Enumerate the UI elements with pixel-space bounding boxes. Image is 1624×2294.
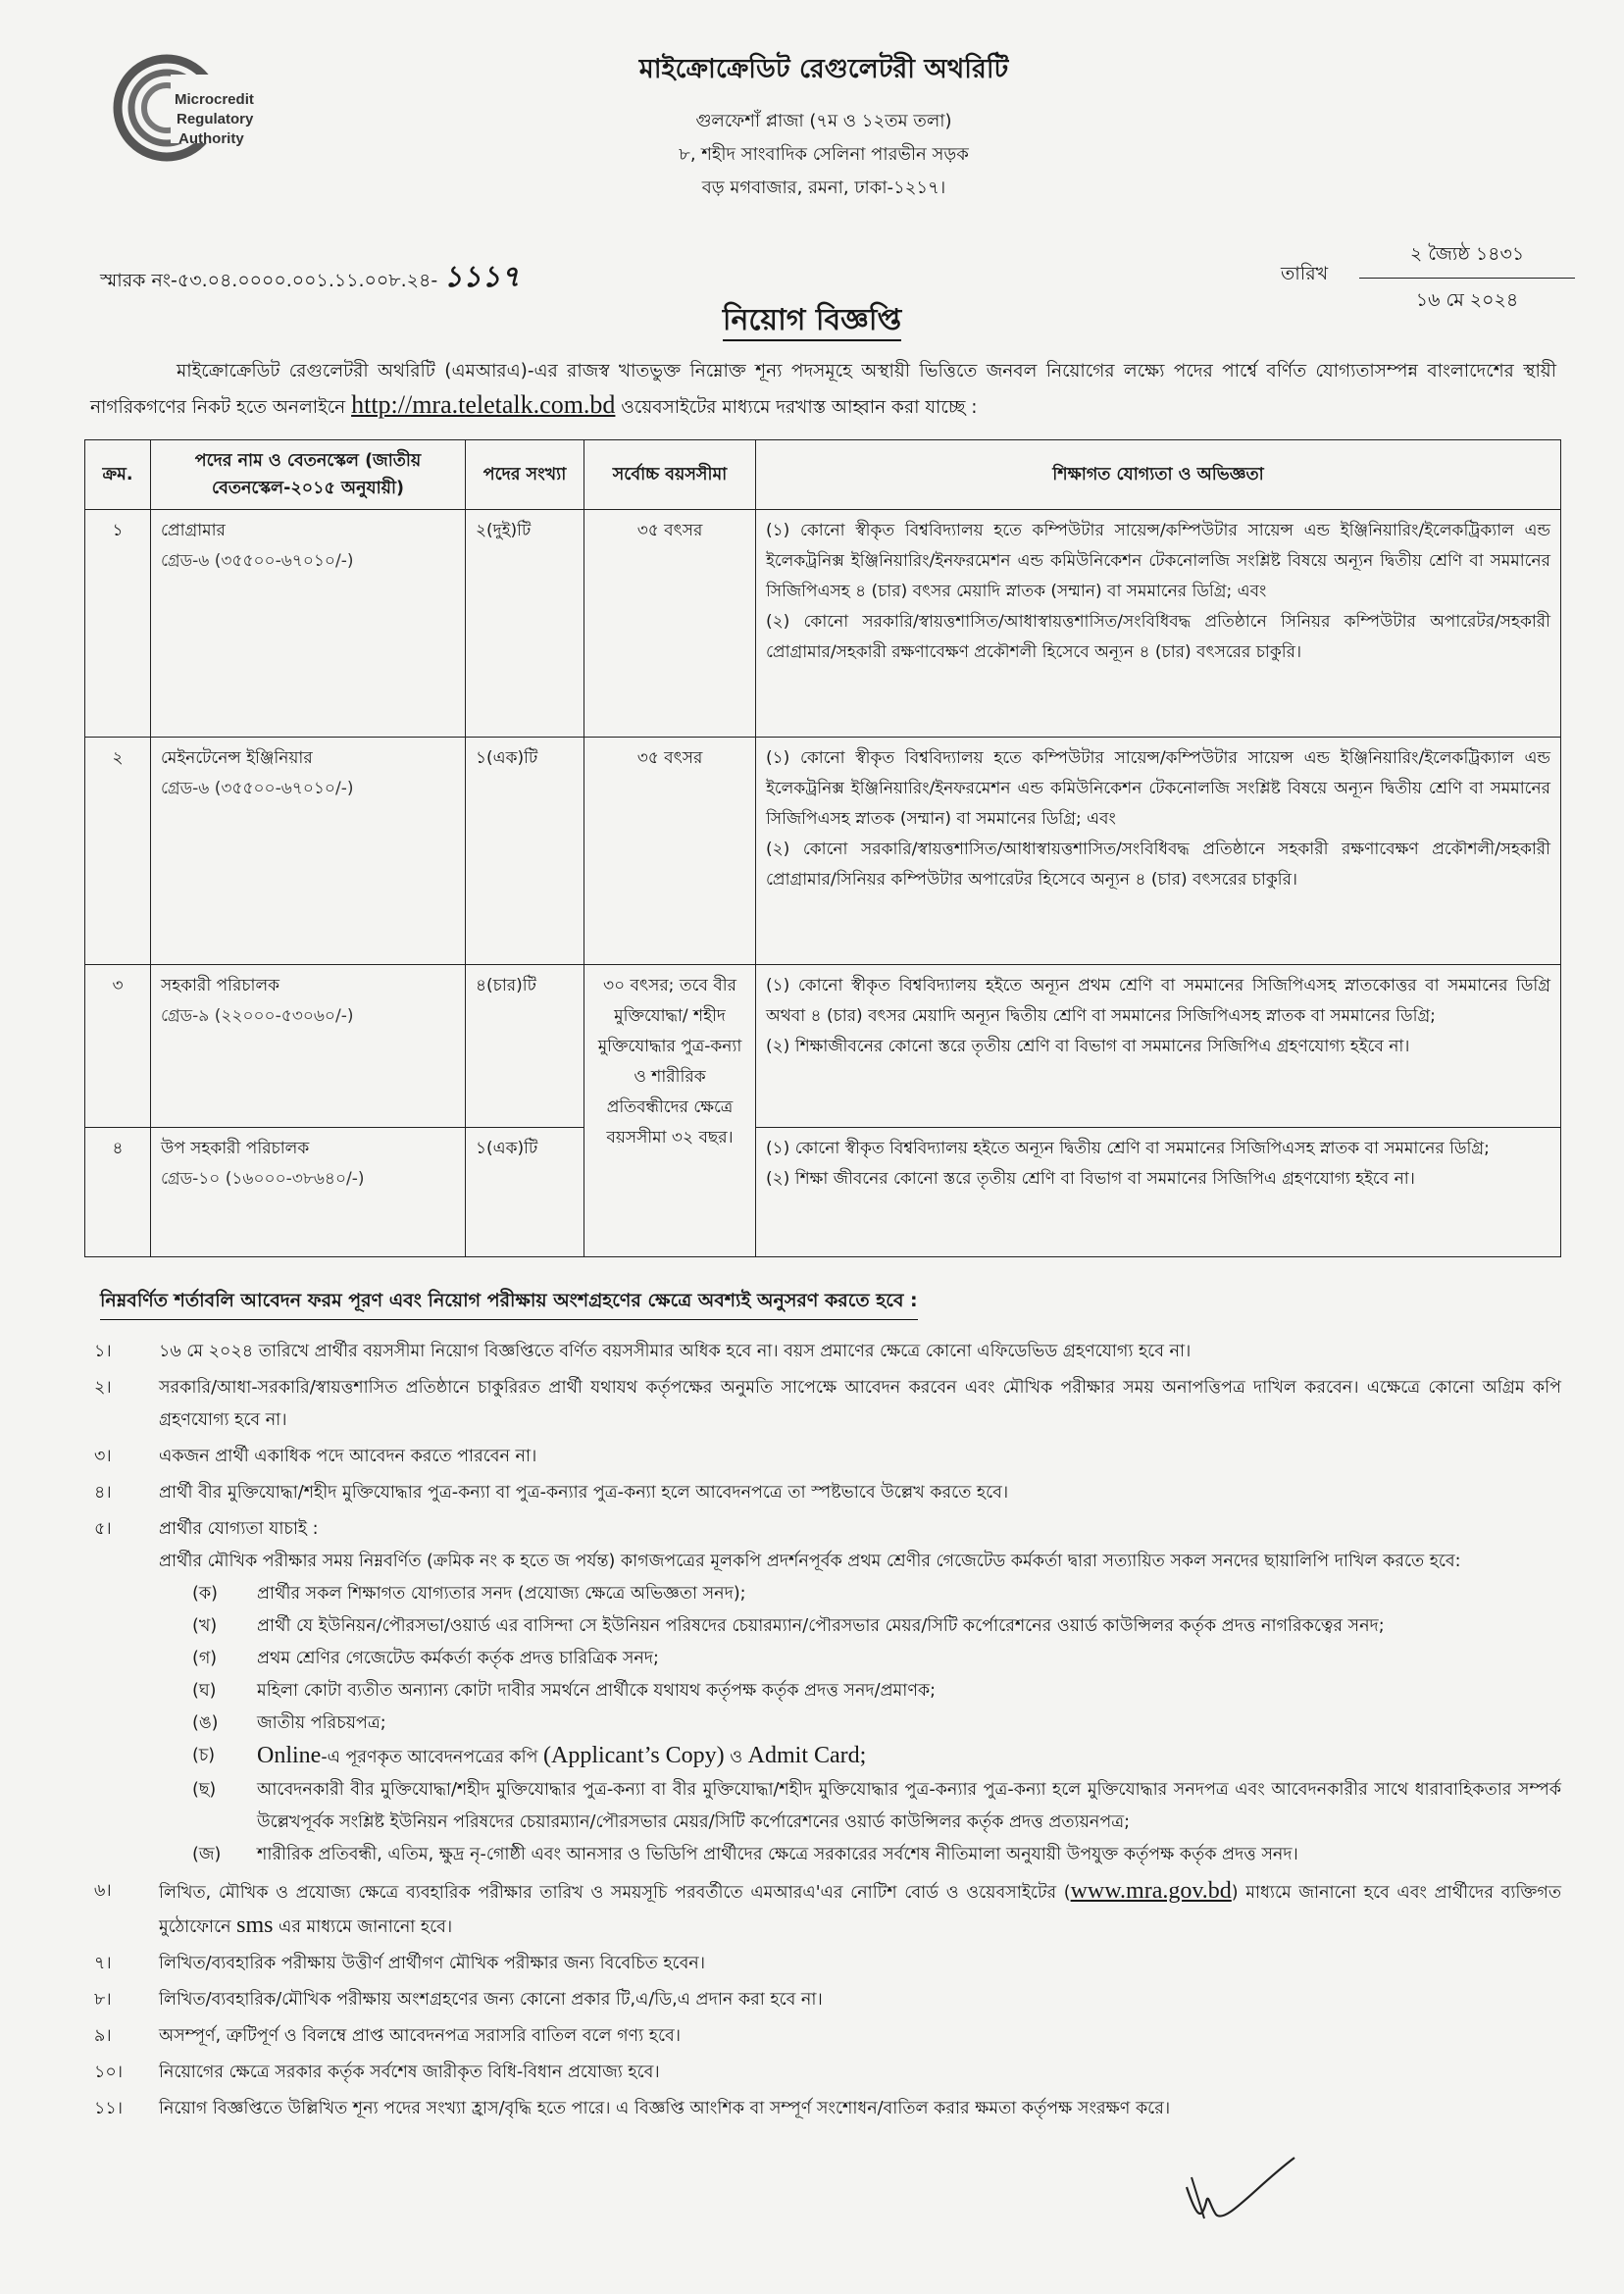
sub-item: (জ) শারীরিক প্রতিবন্ধী, এতিম, ক্ষুদ্র নৃ-গোষ্ঠী এবং আনসার ও ভিডিপি প্রার্থীদের ক্ষেত্রে সরকারের সর্বশেষ নীতিমালা অনুযায়ী উপযুক্ত কর্তৃপক্ষ কর্তৃক প্রদত্ত সনদ। (192, 1845, 1298, 1864)
org-header (549, 49, 1098, 205)
list-item: ৫। প্রার্থীর যোগ্যতা যাচাই : প্রার্থীর মৌখিক পরীক্ষার সময় নিম্নবর্ণিত (ক্রমিক নং ক হতে জ পর্যন্ত) কাগজপত্রের মূলকপি প্রদর্শনপূর্বক প্রথম শ্রেণীর গেজেটেড কর্মকর্তা দ্বারা সত্যায়িত সকল সনদের ছায়ালিপি দাখিল করতে হবে: (ক) প্রার্থীর সকল শিক্ষাগত যোগ্যতার সনদ (প্রযোজ্য ক্ষেত্রে অভিজ্ঞতা সনদ); (খ) প্রার্থী যে ইউনিয়ন/পৌরসভা/ওয়ার্ড এর বাসিন্দা সে ইউনিয়ন পরিষদের চেয়ারম্যান/পৌরসভার মেয়র/সিটি কর্পোরেশনের ওয়ার্ড কাউন্সিলর কর্তৃক প্রদত্ত নাগরিকত্বের সনদ; (গ) প্রথম শ্রেণির গেজেটেড কর্মকর্তা কর্তৃক প্রদত্ত চারিত্রিক সনদ; (ঘ) মহিলা কোটা ব্যতীত অন্যান্য কোটা দাবীর সমর্থনে প্রার্থীকে যথাযথ কর্তৃপক্ষ কর্তৃক প্রদত্ত সনদ/প্রমাণক; (ঙ) জাতীয় পরিচয়পত্র; (চ) Online-এ পূরণকৃত আবেদনপত্রের কপি (Applicant’s Copy) ও Admit Card; (ছ) আবেদনকারী বীর মুক্তিযোদ্ধা/শহীদ মুক্তিযোদ্ধার পুত্র-কন্যা বা বীর মুক্তিযোদ্ধা/শহীদ মুক্তিযোদ্ধার পুত্র-কন্যার পুত্র-কন্যা হলে মুক্তিযোদ্ধার সনদপত্র এবং আবেদনকারীর সাথে ধারাবাহিকতার সম্পর্ক উল্লেখপূর্বক সংশ্লিষ্ট ইউনিয়ন পরিষদের চেয়ারম্যান/পৌরসভার মেয়র/সিটি কর্পোরেশনের ওয়ার্ড কাউন্সিলর কর্তৃক প্রদত্ত প্রত্যয়নপত্র; (জ) শারীরিক প্রতিবন্ধী, এতিম, ক্ষুদ্র নৃ-গোষ্ঠী এবং আনসার ও ভিডিপি প্রার্থীদের ক্ষেত্রে সরকারের সর্বশেষ নীতিমালা অনুযায়ী উপযুক্ত কর্তৃপক্ষ কর্তৃক প্রদত্ত সনদ। (84, 1513, 1561, 1871)
list-item: ৩। একজন প্রার্থী একাধিক পদে আবেদন করতে পারবেন না। (94, 1447, 537, 1466)
post-name: সহকারী পরিচালক (161, 976, 280, 995)
post-grade: গ্রেড-৯ (২২০০০-৫৩০৬০/-) (161, 1006, 354, 1026)
sub-item: (খ) প্রার্থী যে ইউনিয়ন/পৌরসভা/ওয়ার্ড এর বাসিন্দা সে ইউনিয়ন পরিষদের চেয়ারম্যান/পৌরসভার মেয়র/সিটি কর্পোরেশনের ওয়ার্ড কাউন্সিলর কর্তৃক প্রদত্ত নাগরিকত্বের সনদ; (192, 1616, 1385, 1636)
list-item: ১১। নিয়োগ বিজ্ঞপ্তিতে উল্লিখিত শূন্য পদের সংখ্যা হ্রাস/বৃদ্ধি হতে পারে। এ বিজ্ঞপ্তি আংশিক বা সম্পূর্ণ সংশোধন/বাতিল করার ক্ষমতা কর্তৃপক্ষ সংরক্ষণ করে। (94, 2099, 1171, 2118)
logo-line-3: Authority (178, 130, 244, 147)
signature (1147, 2148, 1304, 2236)
mra-logo (110, 47, 335, 175)
post-count: ১(এক)টি (466, 738, 584, 965)
post-grade: গ্রেড-৬ (৩৫৫০০-৬৭০১০/-) (161, 779, 354, 798)
item5-body: প্রার্থীর মৌখিক পরীক্ষার সময় নিম্নবর্ণিত (ক্রমিক নং ক হতে জ পর্যন্ত) কাগজপত্রের মূলকপি প্রদর্শনপূর্বক প্রথম শ্রেণীর গেজেটেড কর্মকর্তা দ্বারা সত্যায়িত সকল সনদের ছায়ালিপি দাখিল করতে হবে: (159, 1552, 1461, 1571)
col-header-name: পদের নাম ও বেতনস্কেল (জাতীয় বেতনস্কেল-২০১৫ অনুযায়ী) (151, 440, 466, 510)
col-header-age: সর্বোচ্চ বয়সসীমা (584, 440, 756, 510)
sub-item: (গ) প্রথম শ্রেণির গেজেটেড কর্মকর্তা কর্তৃক প্রদত্ত চারিত্রিক সনদ; (192, 1649, 659, 1668)
post-age: ৩৫ বৎসর (584, 738, 756, 965)
col-header-count: পদের সংখ্যা (466, 440, 584, 510)
address-line-1: গুলফেশাঁ প্লাজা (৭ম ও ১২তম তলা) (695, 111, 952, 131)
list-item: ৬। লিখিত, মৌখিক ও প্রযোজ্য ক্ষেত্রে ব্যবহারিক পরীক্ষার তারিখ ও সময়সূচি পরবর্তীতে এমআরএ'এর নোটিশ বোর্ড ও ওয়েবসাইটের (www.mra.gov.bd) মাধ্যমে জানানো হবে এবং প্রার্থীদের ব্যক্তিগত মুঠোফোনে sms এর মাধ্যমে জানানো হবে। (94, 1878, 1562, 1938)
post-count: ২(দুই)টি (466, 510, 584, 738)
list-item: ২। সরকারি/আধা-সরকারি/স্বায়ত্তশাসিত প্রতিষ্ঠানে চাকুরিরত প্রার্থী যথাযথ কর্তৃপক্ষের অনুমতি সাপেক্ষে আবেদন করবেন এবং মৌখিক পরীক্ষার সময় অনাপত্তিপত্র দাখিল করবেন। এক্ষেত্রে কোনো অগ্রিম কপি গ্রহণযোগ্য হবে না। (94, 1378, 1561, 1430)
post-age: ৩৫ বৎসর (584, 510, 756, 738)
terms-heading: নিম্নবর্ণিত শর্তাবলি আবেদন ফরম পূরণ এবং নিয়োগ পরীক্ষায় অংশগ্রহণের ক্ষেত্রে অবশ্যই অনুসরণ করতে হবে : (100, 1287, 918, 1320)
list-item: ৮। লিখিত/ব্যবহারিক/মৌখিক পরীক্ষায় অংশগ্রহণের জন্য কোনো প্রকার টি,এ/ডি,এ প্রদান করা হবে না। (94, 1990, 823, 2010)
memo-handwritten-no: ১১১৭ (443, 260, 521, 294)
mra-website-link[interactable]: www.mra.gov.bd (1070, 1878, 1232, 1904)
posts-table (84, 439, 1561, 1257)
apply-url-link[interactable]: http://mra.teletalk.com.bd (351, 390, 616, 419)
table-row: ১ প্রোগ্রামার গ্রেড-৬ (৩৫৫০০-৬৭০১০/-) ২(দুই)টি ৩৫ বৎসর (১) কোনো স্বীকৃত বিশ্ববিদ্যালয় হতে কম্পিউটার সায়েন্স/কম্পিউটার সায়েন্স এন্ড ইঞ্জিনিয়ারিং/ইলেকট্রিক্যাল এন্ড ইলেকট্রনিক্স ইঞ্জিনিয়ারিং/ইনফরমেশন এন্ড কমিউনিকেশন টেকনোলজি সংশ্লিষ্ট বিষয়ে অন্যূন দ্বিতীয় শ্রেণি বা সমমানের সিজিপিএসহ ৪ (চার) বৎসর মেয়াদি স্নাতক (সম্মান) বা সমমানের ডিগ্রি; এবং (২) কোনো সরকারি/স্বায়ত্তশাসিত/আধাস্বায়ত্তশাসিত/সংবিধিবদ্ধ প্রতিষ্ঠানে সিনিয়র কম্পিউটার অপারেটর/সহকারী প্রোগ্রামার/সহকারী রক্ষণাবেক্ষণ প্রকৌশলী হিসেবে অন্যূন ৪ (চার) বৎসরের চাকুরি। (85, 510, 1561, 738)
logo-line-2: Regulatory (177, 111, 254, 127)
list-item: ১০। নিয়োগের ক্ষেত্রে সরকার কর্তৃক সর্বশেষ জারীকৃত বিধি-বিধান প্রযোজ্য হবে। (94, 2063, 660, 2082)
list-item: ১। ১৬ মে ২০২৪ তারিখে প্রার্থীর বয়সসীমা নিয়োগ বিজ্ঞপ্তিতে বর্ণিত বয়সসীমার অধিক হবে না। বয়স প্রমাণের ক্ষেত্রে কোনো এফিডেভিড গ্রহণযোগ্য হবে না। (94, 1342, 1192, 1361)
list-item: ৭। লিখিত/ব্যবহারিক পরীক্ষায় উত্তীর্ণ প্রার্থীগণ মৌখিক পরীক্ষার জন্য বিবেচিত হবেন। (94, 1954, 706, 1973)
list-item: ৪। প্রার্থী বীর মুক্তিযোদ্ধা/শহীদ মুক্তিযোদ্ধার পুত্র-কন্যা বা পুত্র-কন্যার পুত্র-কন্যা হলে আবেদনপত্রে তা স্পষ্টভাবে উল্লেখ করতে হবে। (94, 1483, 1009, 1503)
list-item: ৯। অসম্পূর্ণ, ত্রুটিপূর্ণ ও বিলম্বে প্রাপ্ত আবেদনপত্র সরাসরি বাতিল বলে গণ্য হবে। (94, 2026, 681, 2046)
table-row: ৪ উপ সহকারী পরিচালক গ্রেড-১০ (১৬০০০-৩৮৬৪০/-) ১(এক)টি (১) কোনো স্বীকৃত বিশ্ববিদ্যালয় হইতে অন্যূন দ্বিতীয় শ্রেণি বা সমমানের সিজিপিএসহ স্নাতক বা সমমানের ডিগ্রি; (২) শিক্ষা জীবনের কোনো স্তরে তৃতীয় শ্রেণি বা বিভাগ বা সমমানের সিজিপিএ গ্রহণযোগ্য হইবে না। (85, 1128, 1561, 1257)
post-name: প্রোগ্রামার (161, 521, 226, 540)
col-header-qualification: শিক্ষাগত যোগ্যতা ও অভিজ্ঞতা (756, 440, 1561, 510)
address-line-3: বড় মগবাজার, রমনা, ঢাকা-১২১৭। (701, 178, 946, 198)
notice-title: নিয়োগ বিজ্ঞপ্তি (0, 296, 1624, 346)
post-count: ১(এক)টি (466, 1128, 584, 1257)
table-row: ৩ সহকারী পরিচালক গ্রেড-৯ (২২০০০-৫৩০৬০/-) ৪(চার)টি ৩০ বৎসর; তবে বীর মুক্তিযোদ্ধা/ শহীদ মুক্তিযোদ্ধার পুত্র-কন্যা ও শারীরিক প্রতিবন্ধীদের ক্ষেত্রে বয়সসীমা ৩২ বছর। (১) কোনো স্বীকৃত বিশ্ববিদ্যালয় হইতে অন্যূন প্রথম শ্রেণি বা সমমানের সিজিপিএসহ স্নাতকোত্তর বা সমমানের ডিগ্রি অথবা ৪ (চার) বৎসর মেয়াদি অন্যূন দ্বিতীয় শ্রেণি বা সমমানের সিজিপিএসহ স্নাতক বা সমমানের ডিগ্রি; (২) শিক্ষাজীবনের কোনো স্তরে তৃতীয় শ্রেণি বা বিভাগ বা সমমানের সিজিপিএ গ্রহণযোগ্য হইবে না। (85, 965, 1561, 1128)
sub-item: (ঘ) মহিলা কোটা ব্যতীত অন্যান্য কোটা দাবীর সমর্থনে প্রার্থীকে যথাযথ কর্তৃপক্ষ কর্তৃক প্রদত্ত সনদ/প্রমাণক; (192, 1681, 937, 1701)
post-age: ৩০ বৎসর; তবে বীর মুক্তিযোদ্ধা/ শহীদ মুক্তিযোদ্ধার পুত্র-কন্যা ও শারীরিক প্রতিবন্ধীদের ক্ষেত্রে বয়সসীমা ৩২ বছর। (584, 965, 756, 1257)
table-row: ২ মেইনটেনেন্স ইঞ্জিনিয়ার গ্রেড-৬ (৩৫৫০০-৬৭০১০/-) ১(এক)টি ৩৫ বৎসর (১) কোনো স্বীকৃত বিশ্ববিদ্যালয় হতে কম্পিউটার সায়েন্স/কম্পিউটার সায়েন্স এন্ড ইঞ্জিনিয়ারিং/ইলেকট্রিক্যাল এন্ড ইলেকট্রনিক্স ইঞ্জিনিয়ারিং/ইনফরমেশন এন্ড কমিউনিকেশন টেকনোলজি সংশ্লিষ্ট বিষয়ে অন্যূন দ্বিতীয় শ্রেণি বা সমমানের সিজিপিএসহ স্নাতক (সম্মান) বা সমমানের ডিগ্রি; এবং (২) কোনো সরকারি/স্বায়ত্তশাসিত/আধাস্বায়ত্তশাসিত/সংবিধিবদ্ধ প্রতিষ্ঠানে সহকারী রক্ষণাবেক্ষণ প্রকৌশলী/সহকারী প্রোগ্রামার/সিনিয়র কম্পিউটার অপারেটর হিসেবে অন্যূন ৪ (চার) বৎসরের চাকুরি। (85, 738, 1561, 965)
post-count: ৪(চার)টি (466, 965, 584, 1128)
date-bangla: ২ জ্যৈষ্ঠ ১৪৩১ (1359, 240, 1575, 279)
sub-item: (চ) Online-এ পূরণকৃত আবেদনপত্রের কপি (Applicant’s Copy) ও Admit Card; (192, 1743, 867, 1768)
sub-item: (ছ) আবেদনকারী বীর মুক্তিযোদ্ধা/শহীদ মুক্তিযোদ্ধার পুত্র-কন্যা বা বীর মুক্তিযোদ্ধা/শহীদ মুক্তিযোদ্ধার পুত্র-কন্যার পুত্র-কন্যা হলে মুক্তিযোদ্ধার সনদপত্র এবং আবেদনকারীর সাথে ধারাবাহিকতার সম্পর্ক উল্লেখপূর্বক সংশ্লিষ্ট ইউনিয়ন পরিষদের চেয়ারম্যান/পৌরসভার মেয়র/সিটি কর্পোরেশনের ওয়ার্ড কাউন্সিলর কর্তৃক প্রদত্ত প্রত্যয়নপত্র; (192, 1780, 1561, 1832)
post-name: উপ সহকারী পরিচালক (161, 1139, 310, 1158)
post-name: মেইনটেনেন্স ইঞ্জিনিয়ার (161, 748, 313, 768)
logo-line-1: Microcredit (175, 91, 254, 108)
col-header-no: ক্রম. (85, 440, 151, 510)
sub-item: (ঙ) জাতীয় পরিচয়পত্র; (192, 1713, 386, 1733)
org-name: মাইক্রোক্রেডিট রেগুলেটরী অথরিটি (638, 54, 1009, 84)
date-english: ১৬ মে ২০২৪ (1415, 289, 1519, 311)
post-grade: গ্রেড-৬ (৩৫৫০০-৬৭০১০/-) (161, 551, 354, 571)
sub-item: (ক) প্রার্থীর সকল শিক্ষাগত যোগ্যতার সনদ (প্রযোজ্য ক্ষেত্রে অভিজ্ঞতা সনদ); (192, 1584, 746, 1604)
memo-prefix: স্মারক নং-৫৩.০৪.০০০০.০০১.১১.০০৮.২৪- (100, 270, 438, 291)
date-label: তারিখ (1281, 263, 1329, 284)
post-grade: গ্রেড-১০ (১৬০০০-৩৮৬৪০/-) (161, 1169, 365, 1189)
address-line-2: ৮, শহীদ সাংবাদিক সেলিনা পারভীন সড়ক (679, 144, 969, 165)
terms-list (84, 1336, 1561, 2129)
intro-paragraph: মাইক্রোক্রেডিট রেগুলেটরী অথরিটি (এমআরএ)-এর রাজস্ব খাতভুক্ত নিম্নোক্ত শূন্য পদসমূহে অস্থায়ী ভিত্তিতে জনবল নিয়োগের লক্ষ্যে পদের পার্শ্বে বর্ণিত যোগ্যতাসম্পন্ন বাংলাদেশের স্থায়ী নাগরিকগণের নিকট হতে অনলাইনে http://mra.teletalk.com.bd ওয়েবসাইটের মাধ্যমে দরখাস্ত আহ্বান করা যাচ্ছে : (90, 361, 1556, 419)
